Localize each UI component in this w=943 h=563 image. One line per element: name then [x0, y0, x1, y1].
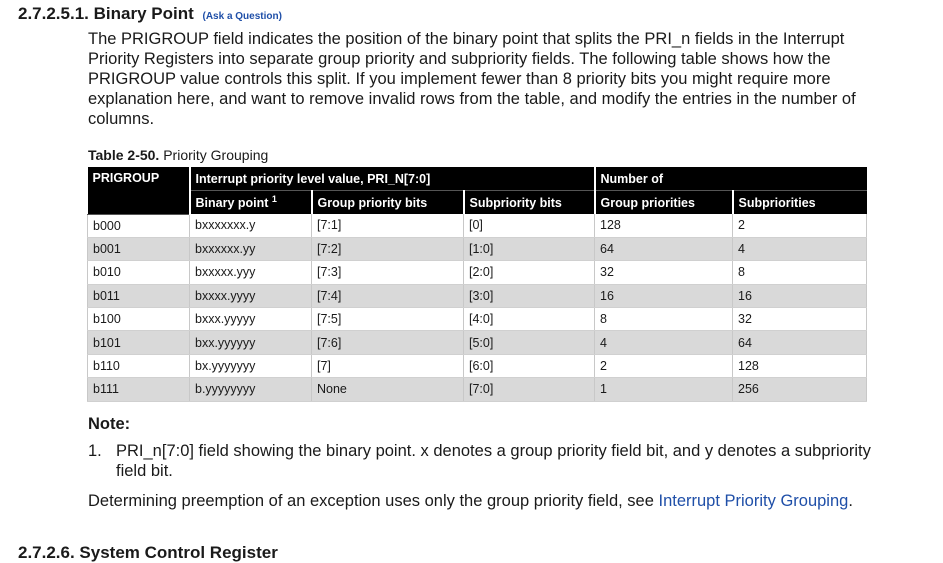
cell-subpriorities: 32 — [733, 308, 867, 331]
footnote-ref: 1 — [271, 194, 277, 205]
cell-group-priorities: 64 — [595, 237, 733, 260]
header-group-priority-bits: Group priority bits — [312, 191, 464, 215]
cell-group-priorities: 2 — [595, 354, 733, 377]
table-row — [88, 214, 867, 237]
table-caption — [88, 147, 268, 163]
cell-binary-point: bxxxx.yyyy — [190, 284, 312, 307]
cell-subpriorities: 4 — [733, 237, 867, 260]
cell-group-bits: [7:6] — [312, 331, 464, 354]
note-item-number: 1. — [88, 442, 102, 460]
cell-group-bits: [7:2] — [312, 237, 464, 260]
cell-prigroup: b011 — [88, 284, 190, 307]
next-section-heading: 2.7.2.6. System Control Register — [18, 543, 278, 562]
cell-group-priorities: 8 — [595, 308, 733, 331]
ask-question-link[interactable]: (Ask a Question) — [202, 11, 282, 22]
cell-prigroup: b110 — [88, 354, 190, 377]
table-row — [88, 331, 867, 354]
header-group-priorities: Group priorities — [595, 191, 733, 215]
cell-sub-bits: [1:0] — [464, 237, 595, 260]
cell-subpriorities: 64 — [733, 331, 867, 354]
cell-sub-bits: [6:0] — [464, 354, 595, 377]
cell-sub-bits: [2:0] — [464, 261, 595, 284]
cell-subpriorities: 16 — [733, 284, 867, 307]
cell-group-bits: [7:5] — [312, 308, 464, 331]
priority-grouping-table — [87, 167, 867, 402]
closing-period: . — [848, 492, 853, 510]
cell-subpriorities: 2 — [733, 214, 867, 237]
cell-binary-point: bx.yyyyyyy — [190, 354, 312, 377]
cell-sub-bits: [5:0] — [464, 331, 595, 354]
table-row — [88, 284, 867, 307]
cell-prigroup: b111 — [88, 378, 190, 401]
cell-binary-point: b.yyyyyyyy — [190, 378, 312, 401]
intro-paragraph: The PRIGROUP field indicates the position of the binary point that splits the PRI_n fields in the Interrupt Priority Registers into separate group priority and subpriority fields. The following table shows how the PRIGROUP value controls this split. If you implement fewer than 8 priority bits you might require more explanation here, and want to remove invalid rows from the table, and modify the entries in the number of columns. — [88, 30, 856, 128]
cell-sub-bits: [7:0] — [464, 378, 595, 401]
header-binary-point: Binary point $^1$ — [190, 191, 312, 215]
table-row — [88, 237, 867, 260]
cell-group-bits: [7:3] — [312, 261, 464, 284]
table-row — [88, 308, 867, 331]
cell-sub-bits: [4:0] — [464, 308, 595, 331]
section-number: 2.7.2.5.1. — [18, 4, 89, 23]
header-subpriority-bits: Subpriority bits — [464, 191, 595, 215]
header-prigroup: PRIGROUP — [88, 167, 190, 214]
cell-binary-point: bxxxxxx.yy — [190, 237, 312, 260]
note-title: Note: — [88, 415, 131, 433]
cell-binary-point: bxxx.yyyyy — [190, 308, 312, 331]
closing-text: Determining preemption of an exception uses only the group priority field, see — [88, 492, 659, 510]
table-row — [88, 261, 867, 284]
cell-subpriorities: 8 — [733, 261, 867, 284]
cell-prigroup: b000 — [88, 214, 190, 237]
cell-binary-point: bxxxxxxx.y — [190, 214, 312, 237]
cell-sub-bits: [3:0] — [464, 284, 595, 307]
cell-group-bits: None — [312, 378, 464, 401]
cell-group-bits: [7:1] — [312, 214, 464, 237]
cell-group-priorities: 16 — [595, 284, 733, 307]
table-row — [88, 354, 867, 377]
cell-prigroup: b101 — [88, 331, 190, 354]
cell-prigroup: b001 — [88, 237, 190, 260]
table-row — [88, 378, 867, 401]
cell-subpriorities: 128 — [733, 354, 867, 377]
cell-group-priorities: 32 — [595, 261, 733, 284]
cell-group-bits: [7] — [312, 354, 464, 377]
note-item-text: PRI_n[7:0] field showing the binary point. x denotes a group priority field bit, and y denotes a subpriority field bit. — [116, 442, 871, 480]
cell-group-priorities: 128 — [595, 214, 733, 237]
cell-prigroup: b100 — [88, 308, 190, 331]
cell-group-priorities: 4 — [595, 331, 733, 354]
header-interrupt-priority: Interrupt priority level value, PRI_N[7:0] — [190, 167, 595, 191]
table-caption-title: Priority Grouping — [163, 147, 269, 163]
cell-binary-point: bxx.yyyyyy — [190, 331, 312, 354]
cell-group-bits: [7:4] — [312, 284, 464, 307]
table-caption-label: Table 2-50. — [88, 147, 160, 163]
section-title: Binary Point — [93, 4, 194, 23]
cell-sub-bits: [0] — [464, 214, 595, 237]
header-subpriorities: Subpriorities — [733, 191, 867, 215]
cell-binary-point: bxxxxx.yyy — [190, 261, 312, 284]
interrupt-priority-grouping-link[interactable]: Interrupt Priority Grouping — [658, 492, 849, 510]
header-number-of: Number of — [595, 167, 867, 191]
section-heading — [18, 4, 282, 24]
closing-paragraph — [88, 491, 878, 511]
cell-prigroup: b010 — [88, 261, 190, 284]
note-item — [88, 441, 878, 481]
cell-subpriorities: 256 — [733, 378, 867, 401]
cell-group-priorities: 1 — [595, 378, 733, 401]
